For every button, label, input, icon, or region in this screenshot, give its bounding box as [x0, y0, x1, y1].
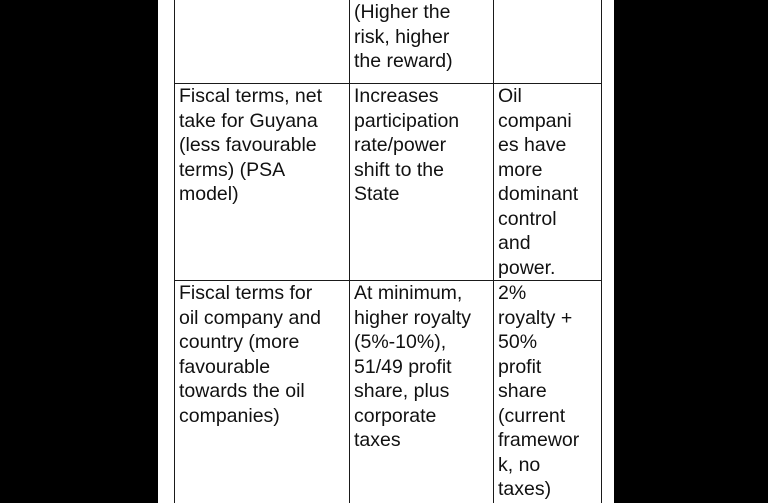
fiscal-terms-table — [174, 0, 602, 503]
table-cell: Fiscal terms, net take for Guyana (less favourable terms) (PSA model) — [175, 84, 350, 281]
table-cell: (Higher the risk, higher the reward) — [350, 0, 494, 84]
table-row — [175, 281, 602, 503]
table-cell — [175, 0, 350, 84]
table-cell: Increases participation rate/power shift to the State — [350, 84, 494, 281]
table-cell: At minimum, higher royalty (5%-10%), 51/49 profit share, plus corporate taxes — [350, 281, 494, 503]
document-page — [158, 0, 614, 503]
table-cell: Oil compani es have more dominant control and power. — [494, 84, 602, 281]
table-row — [175, 0, 602, 84]
table-cell — [494, 0, 602, 84]
table-cell: Fiscal terms for oil company and country (more favourable towards the oil companies) — [175, 281, 350, 503]
table-row — [175, 84, 602, 281]
table-cell: 2% royalty + 50% profit share (current framewor k, no taxes) — [494, 281, 602, 503]
